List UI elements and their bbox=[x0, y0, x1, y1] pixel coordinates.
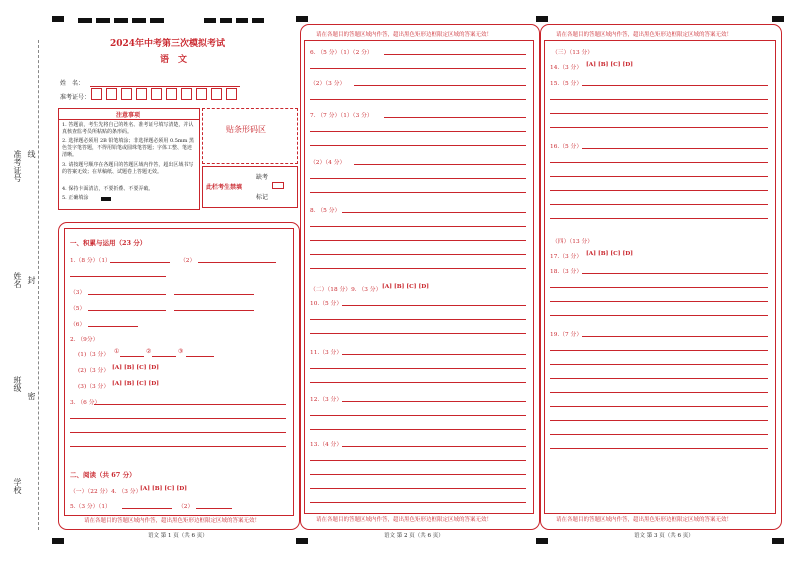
registration-dash bbox=[114, 18, 128, 23]
barcode-area bbox=[202, 108, 298, 164]
notice-item: 4. 保持卡面清洁，不要折叠、不要弄破。 bbox=[62, 186, 154, 192]
q2-2-choices[interactable]: [A] [B] [C] [D] bbox=[112, 365, 160, 371]
section2-title: 二、阅读（共 67 分） bbox=[70, 471, 136, 479]
notice-item: 5. 正确填涂 bbox=[62, 195, 89, 201]
registration-dash bbox=[236, 18, 248, 23]
notice-item: 1. 答题前，考生先将自己的姓名、准考证号填写清楚，并认真核查监考员所粘贴的条形码。 bbox=[62, 122, 194, 135]
q1-5-label: （5） bbox=[70, 306, 86, 312]
q9-choices[interactable]: [A] [B] [C] [D] bbox=[382, 284, 430, 290]
q14-label: 14.（3 分） bbox=[550, 65, 583, 71]
absent-label: 此栏考生禁填 bbox=[206, 184, 243, 191]
absent-mark-label2: 标记 bbox=[256, 194, 269, 201]
registration-dash bbox=[204, 18, 216, 23]
page1-warning: 请在各题目的答题区域内作答，超出黑色矩形边框限定区域的答案无效！ bbox=[84, 518, 261, 524]
side-school-label: 学校 bbox=[13, 478, 22, 494]
q2-1-label: (1)（3 分） bbox=[78, 352, 110, 358]
q2-blank-3: ③ bbox=[178, 349, 184, 355]
absent-checkbox[interactable] bbox=[272, 182, 284, 189]
q7-2-label: （2）（4 分） bbox=[310, 160, 346, 166]
reading3-label: （三）（13 分） bbox=[552, 50, 594, 56]
page2-warning: 请在各题目的答题区域内作答，超出黑色矩形边框限定区域的答案无效！ bbox=[316, 517, 493, 523]
q2-3-label: (3)（3 分） bbox=[78, 384, 110, 390]
registration-mark bbox=[296, 538, 308, 544]
q6-2-label: （2）（3 分） bbox=[310, 81, 346, 87]
name-label: 姓 名： bbox=[60, 80, 85, 87]
notice-item: 2. 选择题必须用 2B 铅笔填涂；非选择题必须用 0.5mm 黑色签字笔答题，不得用铅笔或圆珠笔答题；字体工整、笔迹清晰。 bbox=[62, 138, 195, 158]
exam-subject: 语 文 bbox=[160, 55, 188, 65]
q3-label: 3. （6 分） bbox=[70, 400, 101, 406]
q2-3-choices[interactable]: [A] [B] [C] [D] bbox=[112, 381, 160, 387]
reading4-label: （四）（13 分） bbox=[552, 239, 594, 245]
side-class-label: 班级 bbox=[13, 376, 22, 392]
registration-mark bbox=[772, 16, 784, 22]
page2-warning-top: 请在各题目的答题区域内作答，超出黑色矩形边框限定区域的答案无效！ bbox=[316, 32, 493, 38]
page1-footer: 语文 第 1 页（共 6 页） bbox=[148, 533, 208, 539]
q17-label: 17.（3 分） bbox=[550, 254, 583, 260]
q10-label: 10.（5 分） bbox=[310, 301, 343, 307]
q2-blank-1: ① bbox=[114, 349, 120, 355]
binding-line bbox=[38, 40, 39, 530]
notice-item: 3. 请按题号顺序在各题目的答题区域内作答，超出区域书写的答案无效；在草稿纸、试题卷上答题无效。 bbox=[62, 162, 194, 175]
registration-dash bbox=[96, 18, 110, 23]
side-ticket-label: 准考证号 bbox=[13, 150, 22, 182]
registration-dash bbox=[78, 18, 92, 23]
side-seal-secret: 密 bbox=[27, 392, 36, 400]
q13-label: 13.（4 分） bbox=[310, 442, 343, 448]
registration-mark bbox=[536, 538, 548, 544]
registration-mark bbox=[536, 16, 548, 22]
registration-mark bbox=[52, 538, 64, 544]
page3-warning-top: 请在各题目的答题区域内作答，超出黑色矩形边框限定区域的答案无效！ bbox=[556, 32, 733, 38]
q1-6-label: （6） bbox=[70, 322, 86, 328]
q16-label: 16.（5 分） bbox=[550, 144, 583, 150]
q15-label: 15.（5 分） bbox=[550, 81, 583, 87]
barcode-label: 贴条形码区 bbox=[226, 125, 266, 134]
ticket-label: 准考证号： bbox=[60, 94, 91, 101]
q7-label: 7. （7 分）（1）（3 分） bbox=[310, 113, 373, 119]
q14-choices[interactable]: [A] [B] [C] [D] bbox=[586, 62, 634, 68]
q5-label: 5.（3 分）（1） bbox=[70, 504, 111, 510]
reading2-label: （二）（18 分）9. （3 分） bbox=[310, 287, 382, 293]
registration-dash bbox=[220, 18, 232, 23]
registration-dash bbox=[150, 18, 164, 23]
correct-fill-sample bbox=[101, 197, 111, 201]
name-field[interactable] bbox=[90, 86, 240, 87]
q1-label: 1.（8 分）（1） bbox=[70, 258, 111, 264]
q2-blank-2: ② bbox=[146, 349, 152, 355]
q18-label: 18.（3 分） bbox=[550, 269, 583, 275]
side-seal-seal: 封 bbox=[27, 276, 36, 284]
side-name-label: 姓名 bbox=[13, 272, 22, 288]
notice-title: 注意事项 bbox=[116, 112, 141, 119]
side-seal-line: 线 bbox=[27, 150, 36, 158]
q1-3-label: （3） bbox=[70, 290, 86, 296]
registration-dash bbox=[132, 18, 146, 23]
reading1-label: （一）（22 分）4. （3 分） bbox=[70, 489, 142, 495]
q6-label: 6. （5 分）（1）（2 分） bbox=[310, 50, 373, 56]
absent-mark-label: 缺考 bbox=[256, 174, 269, 181]
page3-warning: 请在各题目的答题区域内作答，超出黑色矩形边框限定区域的答案无效！ bbox=[556, 517, 733, 523]
q2-label: 2. （9分） bbox=[70, 337, 99, 343]
page3-footer: 语文 第 3 页（共 6 页） bbox=[634, 533, 694, 539]
registration-dash bbox=[252, 18, 264, 23]
section1-title: 一、积累与运用（23 分） bbox=[70, 239, 147, 247]
q17-choices[interactable]: [A] [B] [C] [D] bbox=[586, 251, 634, 257]
exam-title: 2024年中考第三次模拟考试 bbox=[110, 39, 226, 49]
q1-2-label: （2） bbox=[180, 258, 196, 264]
q11-label: 11.（3 分） bbox=[310, 350, 343, 356]
q2-2-label: (2)（3 分） bbox=[78, 368, 110, 374]
registration-mark bbox=[52, 16, 64, 22]
q8-label: 8. （5 分） bbox=[310, 208, 341, 214]
page3-inner-frame bbox=[544, 40, 776, 514]
registration-mark bbox=[296, 16, 308, 22]
page2-footer: 语文 第 2 页（共 6 页） bbox=[384, 533, 444, 539]
q12-label: 12.（3 分） bbox=[310, 397, 343, 403]
q4-choices[interactable]: [A] [B] [C] [D] bbox=[140, 486, 188, 492]
q5-2-label: （2） bbox=[178, 504, 194, 510]
q19-label: 19.（7 分） bbox=[550, 332, 583, 338]
registration-mark bbox=[772, 538, 784, 544]
